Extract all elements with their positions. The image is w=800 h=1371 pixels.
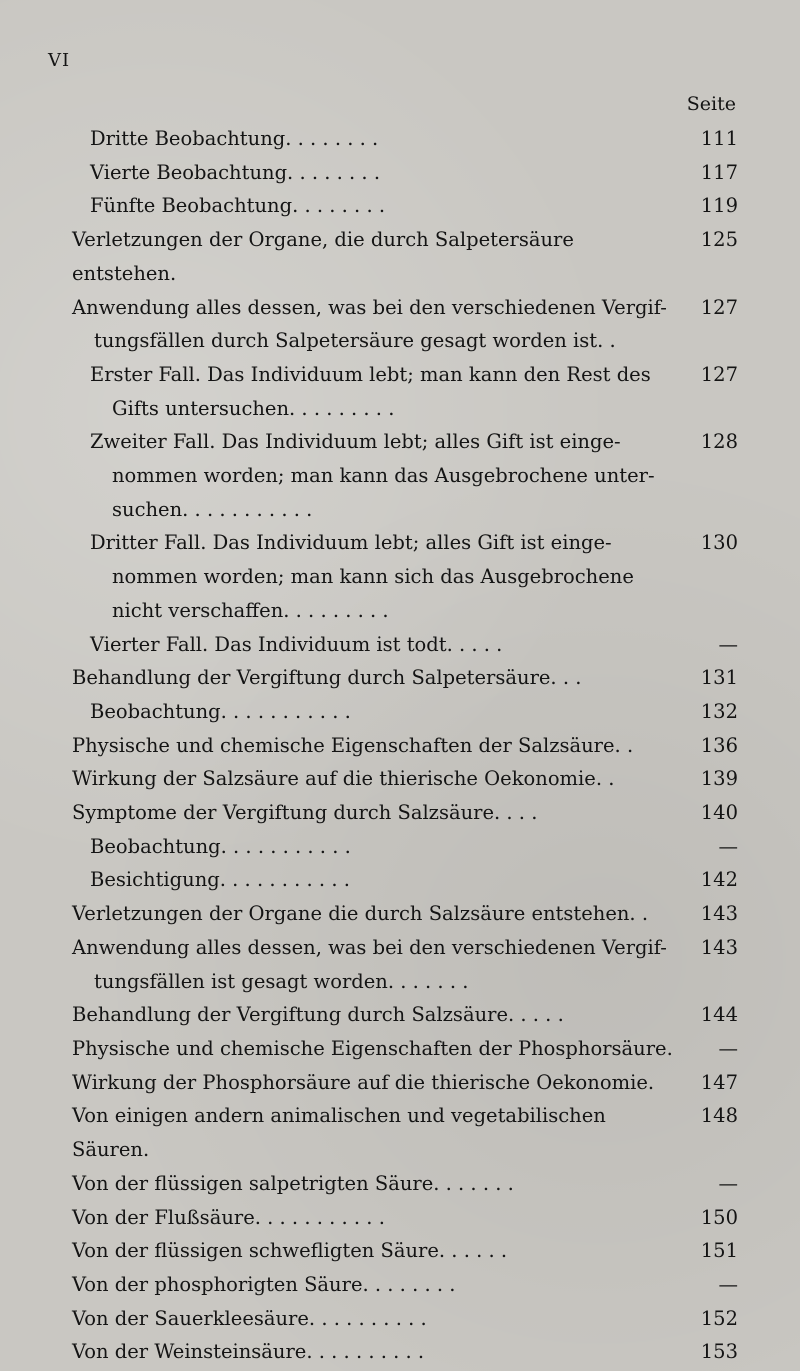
toc-entry-title <box>72 156 678 190</box>
toc-entry-page: 125 <box>700 228 738 252</box>
toc-entry-title <box>72 425 678 526</box>
toc-entry <box>72 1066 738 1100</box>
toc-entry <box>72 796 738 830</box>
toc-entry-line: Wirkung der Phosphorsäure auf die thierische Oekonomie. <box>72 1070 655 1094</box>
toc-entry-page: 128 <box>700 430 738 454</box>
toc-entry-page: 153 <box>700 1340 738 1364</box>
toc-entry <box>72 729 738 763</box>
toc-entry <box>72 762 738 796</box>
toc-entry <box>72 695 738 729</box>
toc-entry-page: — <box>718 1036 738 1060</box>
toc-entry-title <box>72 223 678 290</box>
toc-entry-page: — <box>718 632 738 656</box>
toc-entry-page: — <box>718 1272 738 1296</box>
toc-entry-page: 132 <box>700 699 738 723</box>
toc-entry-title <box>72 122 678 156</box>
toc-entry-line: Von der flüssigen schwefligten Säure. . . . . . <box>72 1239 508 1263</box>
toc-entry-page: — <box>718 834 738 858</box>
page-column-header: Seite <box>686 93 736 115</box>
toc-entry-title <box>72 762 678 796</box>
toc-entry-title <box>72 897 678 931</box>
toc-entry-title <box>72 695 678 729</box>
toc-entry-line: Verletzungen der Organe, die durch Salpetersäure entstehen. <box>72 228 574 285</box>
toc-entry-title <box>72 998 678 1032</box>
toc-entry-line: Anwendung alles dessen, was bei den verschiedenen Vergif- <box>72 935 667 959</box>
toc-entry-page: 143 <box>700 935 738 959</box>
toc-entry <box>72 1201 738 1235</box>
toc-entry-line: suchen. . . . . . . . . . . <box>112 497 313 521</box>
toc-entry <box>72 358 738 425</box>
toc-entry-line: Behandlung der Vergiftung durch Salzsäure. . . . . <box>72 1003 564 1027</box>
toc-entry <box>72 830 738 864</box>
toc-entry-line: tungsfällen durch Salpetersäure gesagt worden ist. . <box>94 329 616 353</box>
toc-entry <box>72 1099 738 1166</box>
toc-entry-line: tungsfällen ist gesagt worden. . . . . . . <box>94 969 469 993</box>
toc-entry-title <box>72 1167 678 1201</box>
toc-entry <box>72 1335 738 1369</box>
toc-entry-page: 148 <box>700 1104 738 1128</box>
toc-entry-page: 142 <box>700 868 738 892</box>
toc-entry-title <box>72 1099 678 1166</box>
toc-entry <box>72 291 738 358</box>
toc-entry <box>72 1268 738 1302</box>
toc-entry-page: 140 <box>700 801 738 825</box>
toc-entry-line: Von der phosphorigten Säure. . . . . . . . <box>72 1272 456 1296</box>
toc-entry-line: Symptome der Vergiftung durch Salzsäure. . . . <box>72 801 538 825</box>
toc-entry-line: Vierter Fall. Das Individuum ist todt. . . . . <box>90 632 503 656</box>
toc-entry-line: Vierte Beobachtung. . . . . . . . <box>90 160 381 184</box>
toc-entry <box>72 998 738 1032</box>
toc-entry-page: 136 <box>700 733 738 757</box>
toc-entry-page: 117 <box>700 160 738 184</box>
toc-entry-line: Beobachtung. . . . . . . . . . . <box>90 699 351 723</box>
toc-entry-page: 130 <box>700 531 738 555</box>
toc-entry <box>72 122 738 156</box>
toc-entry <box>72 1167 738 1201</box>
toc-entry-line: Von der flüssigen salpetrigten Säure. . . . . . . <box>72 1171 514 1195</box>
toc-entry-page: 152 <box>700 1306 738 1330</box>
toc-entry <box>72 156 738 190</box>
toc-entry-line: Von der Sauerkleesäure. . . . . . . . . . <box>72 1306 427 1330</box>
toc-entry-line: Erster Fall. Das Individuum lebt; man kann den Rest des <box>90 362 651 386</box>
toc-entry-line: Behandlung der Vergiftung durch Salpetersäure. . . <box>72 666 582 690</box>
toc-entry-page: 150 <box>700 1205 738 1229</box>
toc-entry-title <box>72 931 678 998</box>
toc-entry <box>72 1234 738 1268</box>
toc-entry-title <box>72 1032 678 1066</box>
toc-entry <box>72 661 738 695</box>
toc-entry-page: 119 <box>700 194 738 218</box>
toc-entry-line: Physische und chemische Eigenschaften der Salzsäure. . <box>72 733 634 757</box>
toc-entry-line: nommen worden; man kann das Ausgebrochene unter- <box>112 464 655 488</box>
toc-entry-line: nommen worden; man kann sich das Ausgebrochene <box>112 565 634 589</box>
toc-entry-title <box>72 1335 678 1369</box>
toc-entry-title <box>72 628 678 662</box>
toc-entry-line: Physische und chemische Eigenschaften der Phosphorsäure. <box>72 1036 673 1060</box>
toc-entry <box>72 223 738 290</box>
toc-entry-page: 143 <box>700 902 738 926</box>
toc-entry <box>72 1032 738 1066</box>
toc-entry-title <box>72 189 678 223</box>
toc-entry-page: 127 <box>700 362 738 386</box>
toc-entry-page: — <box>718 1171 738 1195</box>
toc-entry-page: 131 <box>700 666 738 690</box>
toc-entry-title <box>72 830 678 864</box>
toc-entry-title <box>72 1066 678 1100</box>
toc-entry-title <box>72 1201 678 1235</box>
toc-entry-title <box>72 796 678 830</box>
toc-entry <box>72 425 738 526</box>
toc-entry-line: Anwendung alles dessen, was bei den verschiedenen Vergif- <box>72 295 667 319</box>
toc-entry <box>72 931 738 998</box>
toc-entry-page: 127 <box>700 295 738 319</box>
toc-entry-line: Zweiter Fall. Das Individuum lebt; alles Gift ist einge- <box>90 430 621 454</box>
toc-entry-line: Wirkung der Salzsäure auf die thierische Oekonomie. . <box>72 767 615 791</box>
toc-entry <box>72 189 738 223</box>
toc-entry-line: Verletzungen der Organe die durch Salzsäure entstehen. . <box>72 902 649 926</box>
toc-entry-page: 151 <box>700 1239 738 1263</box>
toc-entry-page: 144 <box>700 1003 738 1027</box>
toc-entry-title <box>72 291 678 358</box>
toc-entry-title <box>72 729 678 763</box>
toc-entry-line: Dritte Beobachtung. . . . . . . . <box>90 127 379 150</box>
page-number: VI <box>48 50 71 71</box>
toc-entry <box>72 863 738 897</box>
toc-entry <box>72 1302 738 1336</box>
toc-entry-title <box>72 1268 678 1302</box>
toc-entry-title <box>72 863 678 897</box>
toc-entry-line: Dritter Fall. Das Individuum lebt; alles Gift ist einge- <box>90 531 612 555</box>
toc-entry <box>72 628 738 662</box>
toc-entry-line: Gifts untersuchen. . . . . . . . . <box>112 396 395 420</box>
toc-entry-title <box>72 1302 678 1336</box>
toc-entry-line: Beobachtung. . . . . . . . . . . <box>90 834 351 858</box>
table-of-contents <box>72 122 738 1369</box>
toc-entry-line: Von einigen andern animalischen und vegetabilischen Säuren. <box>72 1104 606 1162</box>
toc-entry-line: Von der Flußsäure. . . . . . . . . . . <box>72 1205 385 1229</box>
toc-entry-title <box>72 358 678 425</box>
toc-entry-page: 111 <box>700 127 738 150</box>
toc-entry-line: nicht verschaffen. . . . . . . . . <box>112 598 389 622</box>
toc-entry-page: 147 <box>700 1070 738 1094</box>
toc-entry-line: Fünfte Beobachtung. . . . . . . . <box>90 194 386 218</box>
toc-entry <box>72 897 738 931</box>
toc-entry-title <box>72 661 678 695</box>
toc-entry-page: 139 <box>700 767 738 791</box>
toc-entry <box>72 526 738 627</box>
toc-entry-line: Von der Weinsteinsäure. . . . . . . . . . <box>72 1340 425 1364</box>
toc-entry-title <box>72 1234 678 1268</box>
toc-entry-line: Besichtigung. . . . . . . . . . . <box>90 868 350 892</box>
toc-entry-title <box>72 526 678 627</box>
